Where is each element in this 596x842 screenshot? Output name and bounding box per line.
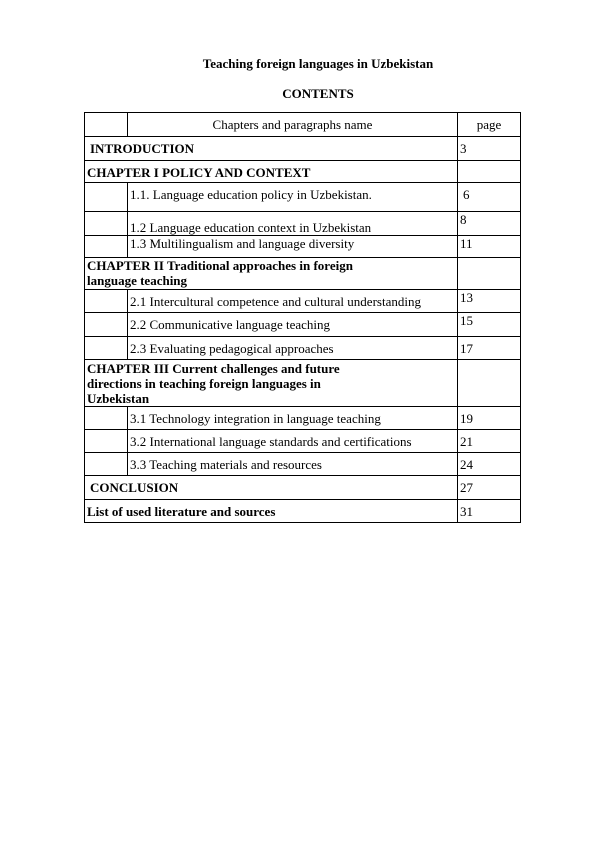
table-row: [85, 137, 521, 161]
table-row: [85, 161, 521, 183]
table-row: [85, 290, 521, 313]
table-row: [85, 183, 521, 212]
toc-entry-1-3: 1.3 Multilingualism and language diversity: [128, 236, 458, 258]
table-row: [85, 500, 521, 523]
toc-indent-cell: [85, 407, 128, 430]
toc-entry-3-3: 3.3 Teaching materials and resources: [128, 453, 458, 476]
toc-entry-2-3: 2.3 Evaluating pedagogical approaches: [128, 337, 458, 360]
toc-entry-literature: List of used literature and sources: [85, 500, 458, 523]
toc-indent-cell: [85, 337, 128, 360]
toc-indent-cell: [85, 183, 128, 212]
toc-page-number: 24: [458, 453, 521, 476]
toc-page-number: 27: [458, 476, 521, 500]
toc-page-number: 31: [458, 500, 521, 523]
table-row: [85, 453, 521, 476]
toc-entry-1-2: 1.2 Language education context in Uzbekistan: [128, 212, 458, 236]
table-row: [85, 476, 521, 500]
toc-page-number: 21: [458, 430, 521, 453]
toc-page-number: 17: [458, 337, 521, 360]
toc-entry-conclusion: CONCLUSION: [85, 476, 458, 500]
table-header-row: [85, 113, 521, 137]
toc-indent-cell: [85, 236, 128, 258]
table-row: [85, 236, 521, 258]
document-title: Teaching foreign languages in Uzbekistan: [202, 56, 434, 71]
toc-page-number: 3: [458, 137, 521, 161]
table-header-name: Chapters and paragraphs name: [128, 113, 458, 137]
toc-page-number: [458, 161, 521, 183]
toc-entry-1-1: 1.1. Language education policy in Uzbekistan.: [128, 183, 458, 212]
table-row: [85, 258, 521, 290]
table-row: [85, 212, 521, 236]
table-header-page: page: [458, 113, 521, 137]
table-row: [85, 407, 521, 430]
toc-page-number: 11: [458, 236, 521, 258]
toc-page-number: [458, 258, 521, 290]
toc-indent-cell: [85, 212, 128, 236]
toc-entry-introduction: INTRODUCTION: [85, 137, 458, 161]
toc-entry-3-2: 3.2 International language standards and certifications: [128, 430, 458, 453]
toc-page-number: 13: [458, 290, 521, 313]
toc-indent-cell: [85, 453, 128, 476]
contents-heading: CONTENTS: [282, 86, 354, 101]
toc-indent-cell: [85, 313, 128, 337]
toc-indent-cell: [85, 430, 128, 453]
toc-page-number: 19: [458, 407, 521, 430]
table-row: [85, 430, 521, 453]
table-row: [85, 360, 521, 407]
toc-chapter-3-title: CHAPTER III Current challenges and future directions in teaching foreign languages in Uzbekistan: [85, 360, 458, 407]
table-header-blank-cell: [85, 113, 128, 137]
toc-indent-cell: [85, 290, 128, 313]
table-row: [85, 313, 521, 337]
toc-entry-2-2: 2.2 Communicative language teaching: [128, 313, 458, 337]
table-row: [85, 337, 521, 360]
toc-entry-2-1: 2.1 Intercultural competence and cultural understanding: [128, 290, 458, 313]
toc-chapter-2-title: CHAPTER II Traditional approaches in foreign language teaching: [85, 258, 458, 290]
contents-table: [84, 112, 521, 523]
toc-entry-3-1: 3.1 Technology integration in language teaching: [128, 407, 458, 430]
toc-page-number: [458, 360, 521, 407]
toc-chapter-1-title: CHAPTER I POLICY AND CONTEXT: [85, 161, 458, 183]
toc-page-number: 6: [458, 183, 521, 212]
toc-page-number: 8: [458, 212, 521, 236]
toc-page-number: 15: [458, 313, 521, 337]
